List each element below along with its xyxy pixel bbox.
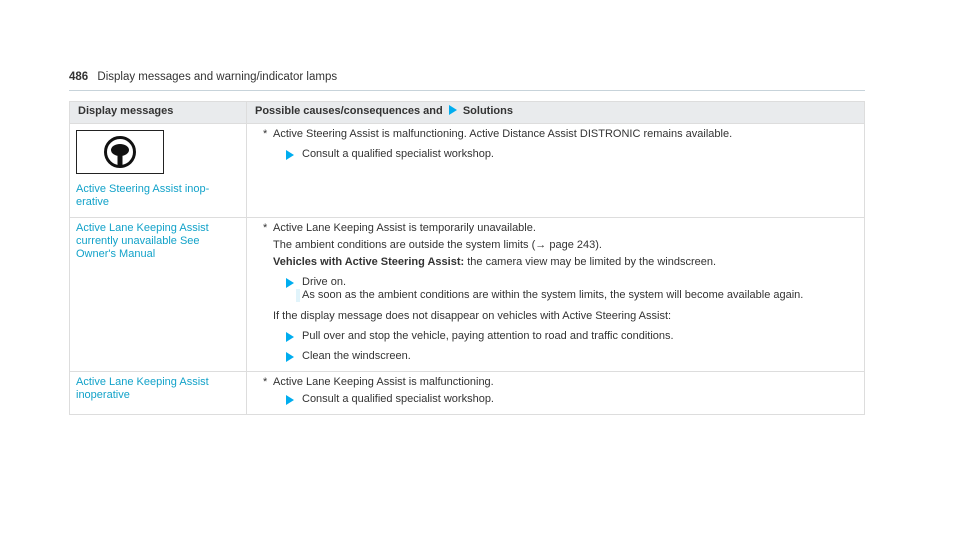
arrow-right-icon (449, 105, 457, 115)
cause-cell: * Active Lane Keeping Assist is temporarily unavailable. The ambient conditions are outside the system limits (→ page 243). Vehicles with Active Steering Assist: the camera view may be limited by the windscreen. Drive on. As soon as the ambient conditions are within the system limits, the system will become available again. If the display message does not disappear on vehicles with Active Steering Assist: Pull over and stop the vehicle, paying attention to road and traffic conditions. Clean the windscreen. (247, 218, 865, 372)
arrow-right-icon (286, 278, 294, 288)
solution-step: Clean the windscreen. (273, 350, 858, 363)
page-number: 486 (69, 71, 89, 83)
arrow-right-icon (286, 395, 294, 405)
message-cell (70, 218, 247, 372)
solution-step: Pull over and stop the vehicle, paying attention to road and traffic conditions. (273, 330, 858, 343)
cause-text: Active Steering Assist is malfunctioning. Active Distance Assist DISTRONIC remains available. (273, 128, 733, 140)
cause-detail: The ambient conditions are outside the system limits (→ page 243). (273, 239, 602, 251)
table-header-row (70, 102, 865, 124)
page-title: Display messages and warning/indicator lamps (97, 71, 338, 83)
cause-text: Active Lane Keeping Assist is temporarily unavailable. (273, 222, 536, 234)
column-header-solutions-label: Solutions (462, 105, 513, 117)
solution-step: Consult a qualified specialist workshop. (273, 393, 858, 406)
message-text: Active Steering Assist inop-erative (76, 183, 210, 208)
column-header-messages: Display messages (70, 102, 247, 124)
message-cell (70, 124, 247, 218)
vehicle-note-label: Vehicles with Active Steering Assist: (273, 256, 465, 268)
cause-cell: * Active Lane Keeping Assist is malfunctioning. Consult a qualified specialist workshop. (247, 372, 865, 415)
condition-paragraph: If the display message does not disappear on vehicles with Active Steering Assist: (273, 310, 672, 322)
display-messages-table (69, 101, 865, 415)
step-result: As soon as the ambient conditions are within the system limits, the system will become available again. (296, 289, 858, 302)
vehicle-note-text: the camera view may be limited by the windscreen. (467, 256, 717, 268)
table-row (70, 124, 865, 218)
column-header-causes (247, 102, 865, 124)
cause-text: Active Lane Keeping Assist is malfunctioning. (273, 376, 494, 388)
page-header (69, 71, 865, 91)
steering-wheel-icon (76, 130, 164, 174)
solution-step: Consult a qualified specialist workshop. (273, 148, 858, 161)
table-row (70, 218, 865, 372)
cause-cell: * Active Steering Assist is malfunctioning. Active Distance Assist DISTRONIC remains available. Consult a qualified specialist workshop. (247, 124, 865, 218)
solution-step: Drive on. As soon as the ambient conditions are within the system limits, the system will become available again. (273, 276, 858, 302)
message-cell (70, 372, 247, 415)
message-text: Active Lane Keeping Assist inoperative (76, 376, 209, 401)
column-header-causes-label: Possible causes/consequences and (255, 105, 443, 117)
table-row (70, 372, 865, 415)
vehicle-note (263, 256, 858, 269)
message-text: Active Lane Keeping Assist currently unavailable See Owner's Manual (76, 222, 209, 260)
arrow-right-icon (286, 150, 294, 160)
arrow-right-icon (286, 352, 294, 362)
arrow-right-icon (286, 332, 294, 342)
